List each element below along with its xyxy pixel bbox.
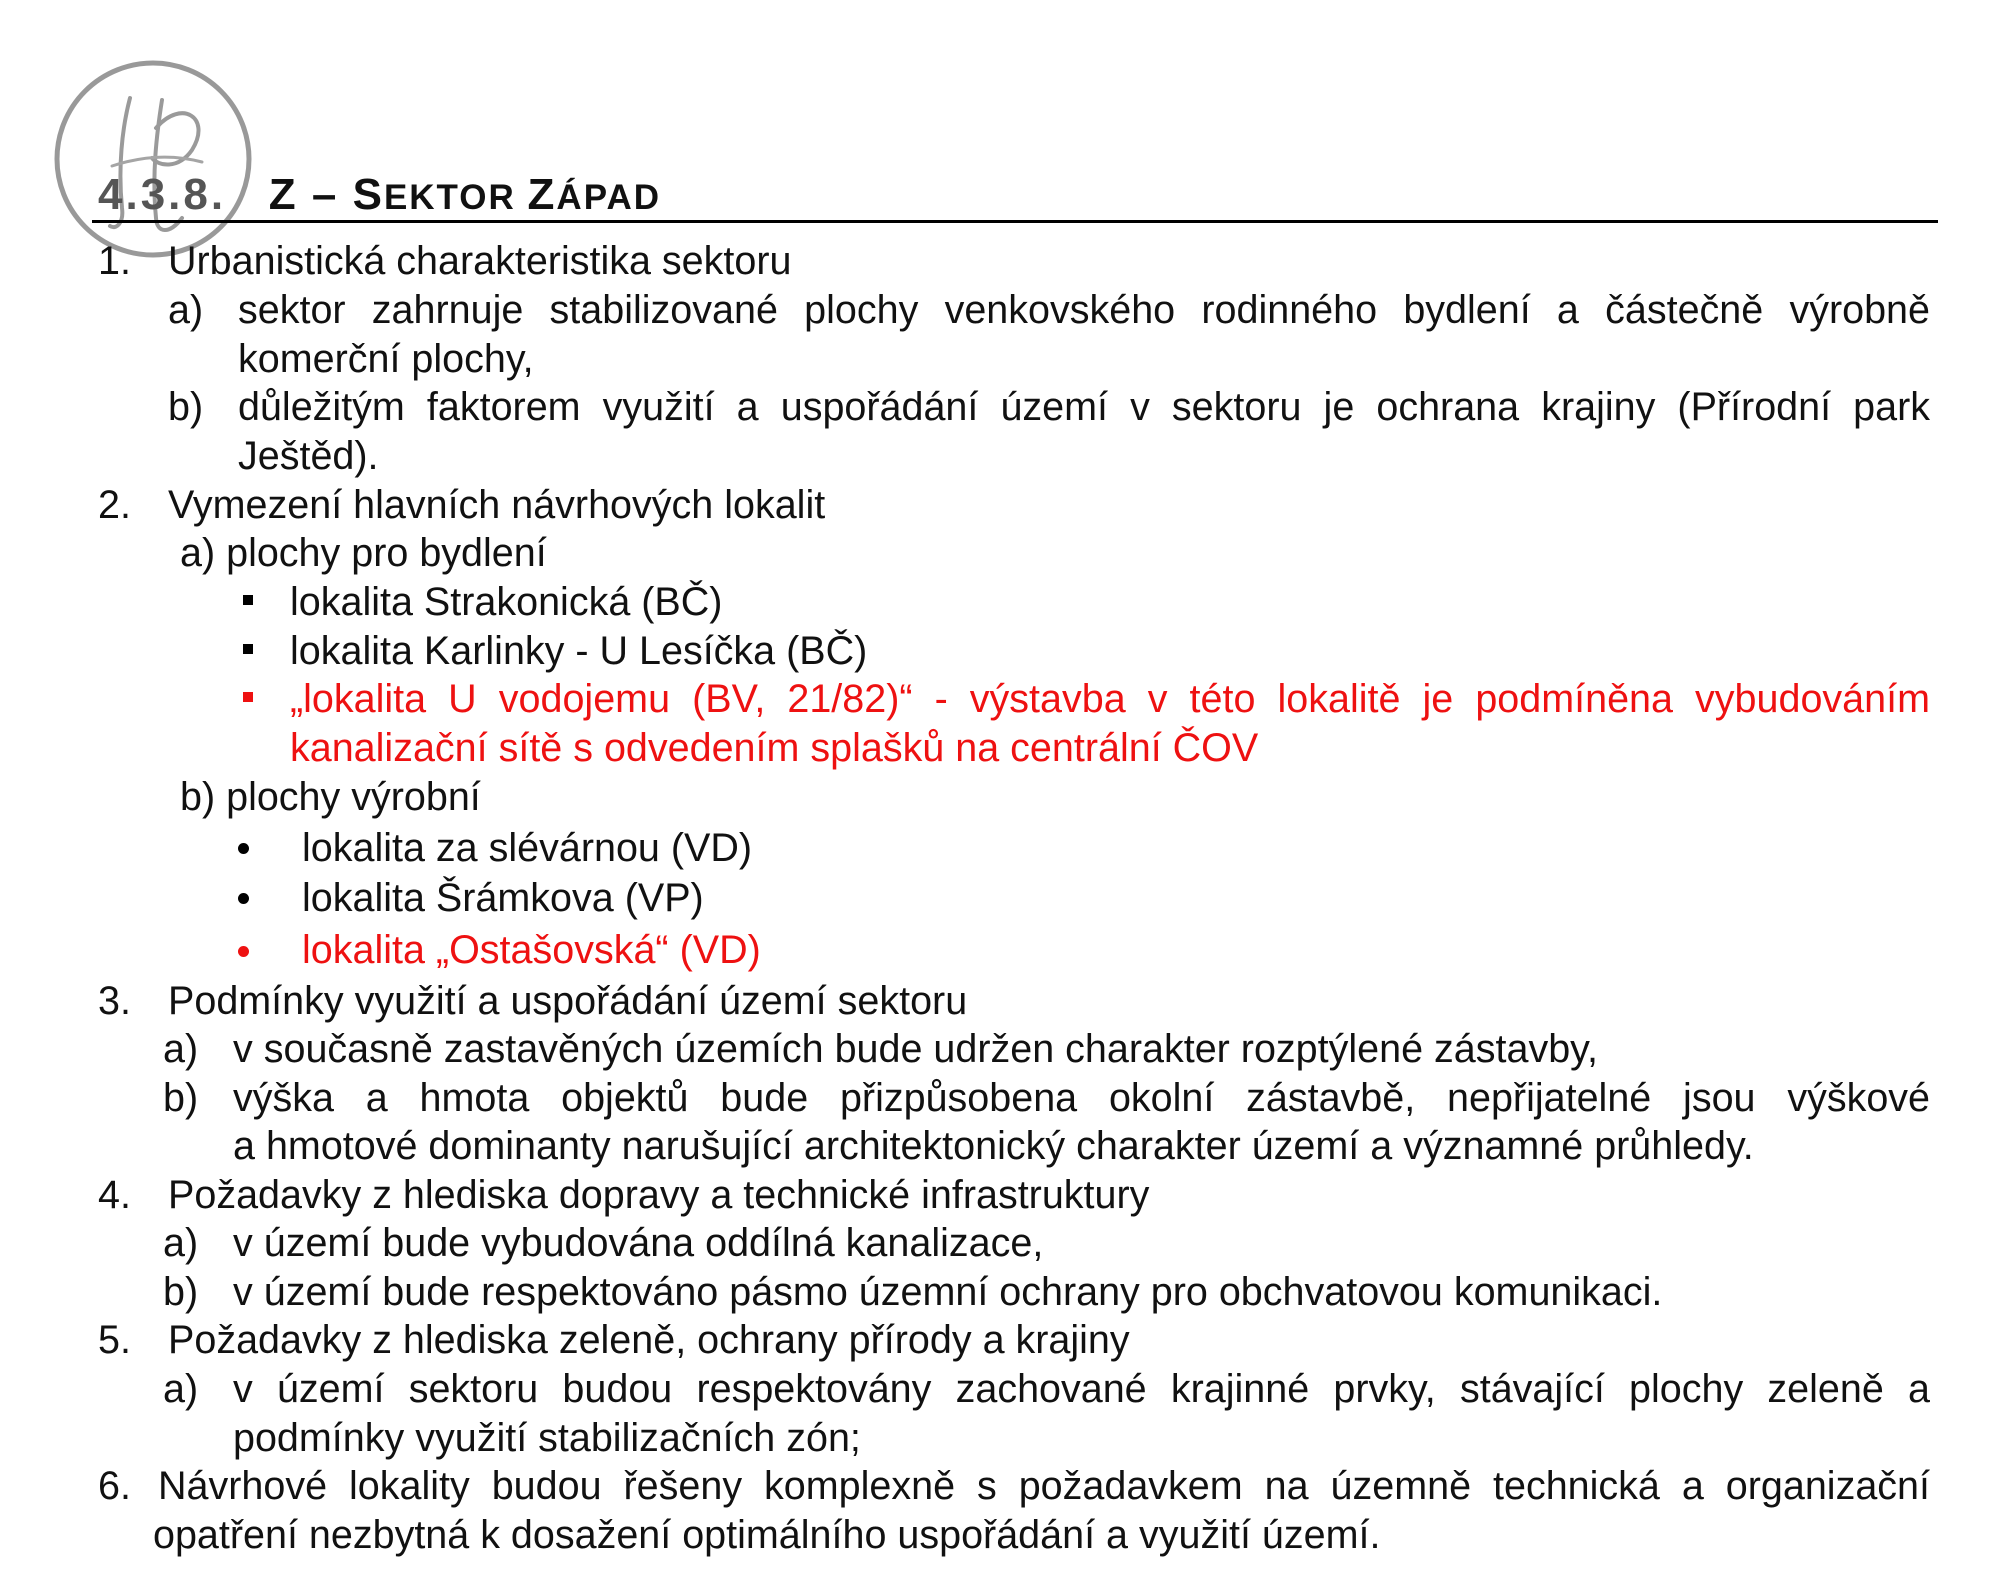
heading-prefix: Z – S — [268, 170, 384, 219]
section-3-title: Podmínky využití a uspořádání území sektoru — [168, 979, 968, 1023]
bullet-dot — [238, 843, 249, 854]
housing-item-3-line-1: „lokalita U vodojemu (BV, 21/82)“ - výstavba v této lokalitě je podmíněna vybudováním — [290, 677, 1930, 721]
section-1-title: Urbanistická charakteristika sektoru — [168, 239, 792, 283]
section-number: 4.3.8. — [98, 170, 227, 219]
list-number-2: 2. — [98, 483, 131, 527]
list-number-3: 3. — [98, 979, 131, 1023]
section-3-b-line-2: a hmotové dominanty narušující architektonický charakter území a významné průhledy. — [233, 1124, 1754, 1168]
section-1-a-line-2: komerční plochy, — [238, 337, 534, 381]
section-1-a-line-1: sektor zahrnuje stabilizované plochy venkovského rodinného bydlení a částečně výrobně — [238, 288, 1930, 332]
section-4-b-line-1: v území bude respektováno pásmo územní ochrany pro obchvatovou komunikaci. — [233, 1270, 1663, 1314]
section-1-b-mark: b) — [168, 385, 204, 429]
section-6-line-2: opatření nezbytná k dosažení optimálního uspořádání a využití území. — [153, 1513, 1381, 1557]
heading-z: Z — [527, 170, 557, 219]
section-4-a-mark: a) — [163, 1221, 199, 1265]
list-number-4: 4. — [98, 1173, 131, 1217]
housing-item-3-line-2: kanalizační sítě s odvedením splašků na centrální ČOV — [290, 726, 1259, 770]
heading-rest-2: ÁPAD — [556, 178, 661, 217]
section-4-b-mark: b) — [163, 1270, 199, 1314]
section-2-b-heading: b) plochy výrobní — [180, 775, 481, 819]
section-5-a-mark: a) — [163, 1367, 199, 1411]
bullet-dot — [238, 893, 249, 904]
section-3-a-line-1: v současně zastavěných územích bude udržen charakter rozptýlené zástavby, — [233, 1027, 1598, 1071]
section-5-title: Požadavky z hlediska zeleně, ochrany přírody a krajiny — [168, 1318, 1130, 1362]
bullet-square — [243, 644, 253, 654]
section-4-a-line-1: v území bude vybudována oddílná kanalizace, — [233, 1221, 1044, 1265]
bullet-square-red — [243, 692, 253, 702]
section-3-b-line-1: výška a hmota objektů bude přizpůsobena okolní zástavbě, nepřijatelné jsou výškové — [233, 1076, 1930, 1120]
bullet-dot-red — [238, 946, 249, 957]
section-heading — [98, 168, 661, 225]
housing-item-1: lokalita Strakonická (BČ) — [290, 580, 723, 624]
list-number-1: 1. — [98, 239, 131, 283]
heading-rest-1: EKTOR — [383, 178, 528, 217]
section-4-title: Požadavky z hlediska dopravy a technické infrastruktury — [168, 1173, 1150, 1217]
signature-stamp — [52, 58, 254, 260]
housing-item-2: lokalita Karlinky - U Lesíčka (BČ) — [290, 629, 868, 673]
section-3-b-mark: b) — [163, 1076, 199, 1120]
heading-rule — [92, 220, 1938, 223]
production-item-2: lokalita Šrámkova (VP) — [302, 876, 704, 920]
section-1-b-line-2: Ještěd). — [238, 434, 379, 478]
section-1-b-line-1: důležitým faktorem využití a uspořádání území v sektoru je ochrana krajiny (Přírodní park — [238, 385, 1930, 429]
production-item-1: lokalita za slévárnou (VD) — [302, 826, 753, 870]
bullet-square — [243, 595, 253, 605]
section-3-a-mark: a) — [163, 1027, 199, 1071]
section-5-a-line-2: podmínky využití stabilizačních zón; — [233, 1416, 861, 1460]
section-2-title: Vymezení hlavních návrhových lokalit — [168, 483, 826, 527]
list-number-6: 6. — [98, 1464, 131, 1508]
section-2-a-heading: a) plochy pro bydlení — [180, 531, 547, 575]
section-1-a-mark: a) — [168, 288, 204, 332]
section-6-line-1: Návrhové lokality budou řešeny komplexně s požadavkem na územně technická a organizační — [158, 1464, 1930, 1508]
list-number-5: 5. — [98, 1318, 131, 1362]
production-item-3: lokalita „Ostašovská“ (VD) — [302, 928, 761, 972]
section-5-a-line-1: v území sektoru budou respektovány zachované krajinné prvky, stávající plochy zeleně a — [233, 1367, 1930, 1411]
